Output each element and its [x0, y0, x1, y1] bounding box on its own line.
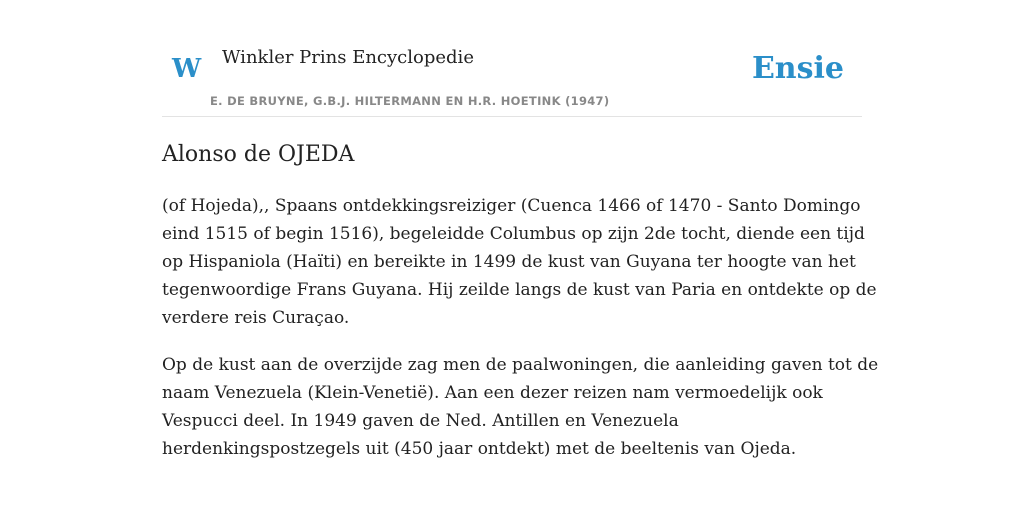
text-line: op Hispaniola (Haïti) en bereikte in 1499 de kust van Guyana ter hoogte van het — [162, 252, 856, 272]
article-paragraph — [162, 192, 877, 332]
text-line: verdere reis Curaçao. — [162, 308, 350, 328]
text-line: eind 1515 of begin 1516), begeleidde Columbus op zijn 2de tocht, diende een tijd — [162, 224, 865, 244]
ensie-logo[interactable]: Ensie — [751, 51, 844, 86]
text-line: herdenkingspostzegels uit (450 jaar ontdekt) met de beeltenis van Ojeda. — [162, 439, 797, 459]
article-body — [162, 192, 879, 482]
winkler-prins-logo[interactable]: W — [172, 54, 202, 84]
text-line: Vespucci deel. In 1949 gaven de Ned. Antillen en Venezuela — [162, 411, 679, 431]
source-header — [162, 38, 862, 117]
source-authors: E. DE BRUYNE, G.B.J. HILTERMANN EN H.R. HOETINK (1947) — [210, 94, 610, 108]
article-paragraph — [162, 351, 879, 463]
text-line: Op de kust aan de overzijde zag men de paalwoningen, die aanleiding gaven tot de — [162, 355, 879, 375]
text-line: (of Hojeda),, Spaans ontdekkingsreiziger (Cuenca 1466 of 1470 - Santo Domingo — [162, 196, 861, 216]
article-title: Alonso de OJEDA — [162, 142, 355, 167]
text-line: naam Venezuela (Klein-Venetië). Aan een dezer reizen nam vermoedelijk ook — [162, 383, 823, 403]
source-title[interactable]: Winkler Prins Encyclopedie — [222, 47, 474, 68]
text-line: tegenwoordige Frans Guyana. Hij zeilde langs de kust van Paria en ontdekte op de — [162, 280, 877, 300]
